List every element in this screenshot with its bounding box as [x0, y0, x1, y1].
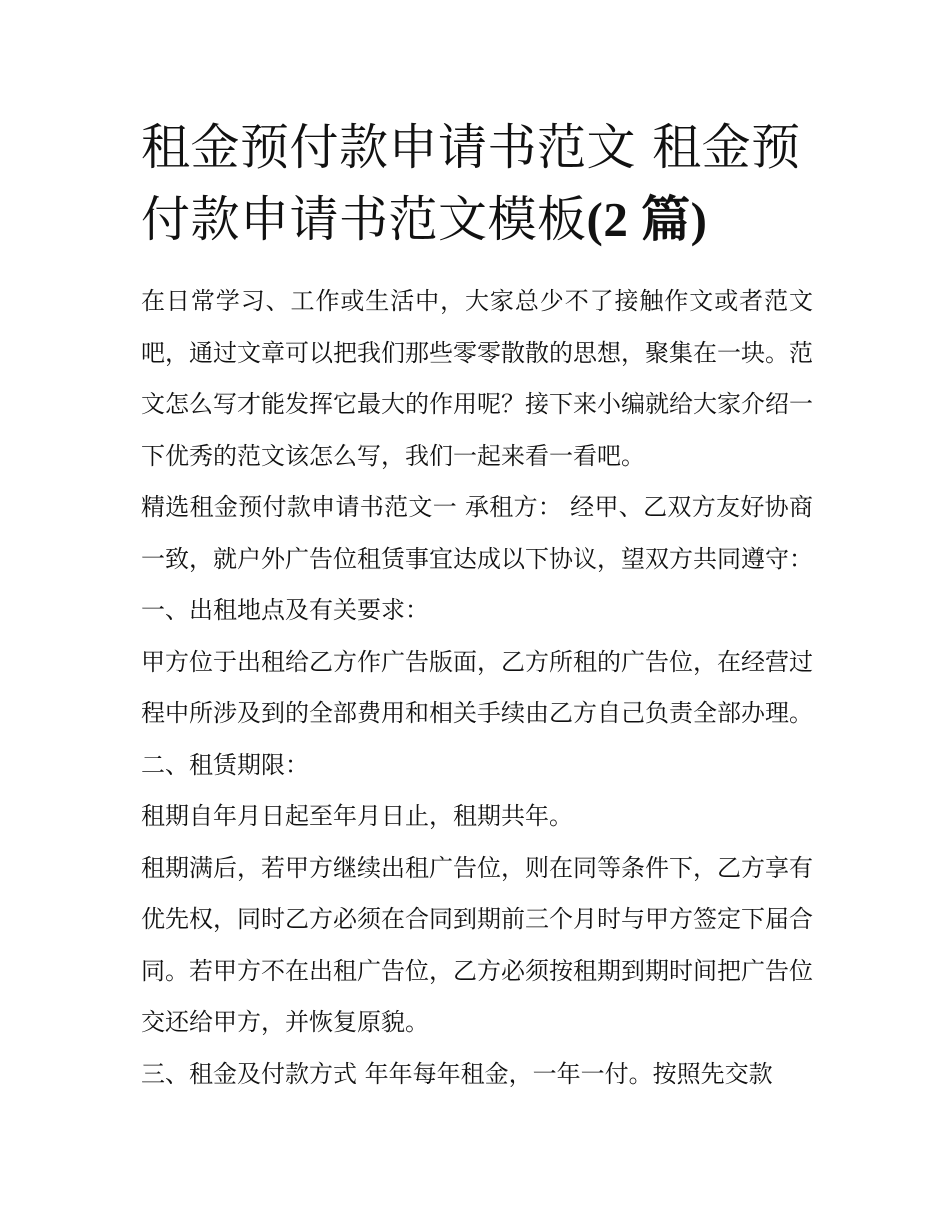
document-body	[141, 276, 821, 1100]
paragraph-agreement-opening: 精选租金预付款申请书范文一 承租方： 经甲、乙双方友好协商一致，就户外广告位租赁事宜达成以下协议，望双方共同遵守： 一、出租地点及有关要求：	[141, 493, 821, 624]
document-title-count: (2 篇)	[586, 192, 708, 247]
document-page	[141, 112, 821, 1100]
paragraph-intro: 在日常学习、工作或生活中，大家总少不了接触作文或者范文吧，通过文章可以把我们那些零零散散的思想，聚集在一块。范文怎么写才能发挥它最大的作用呢？接下来小编就给大家介绍一下优秀的范文该怎么写，我们一起来看一看吧。	[141, 287, 813, 470]
paragraph-rent-payment: 三、租金及付款方式 年年每年租金，一年一付。按照先交款	[141, 1059, 773, 1088]
document-title	[141, 112, 813, 256]
document-title-text: 租金预付款申请书范文 租金预付款申请书范文模板	[141, 119, 801, 248]
paragraph-lease-period: 租期自年月日起至年月日止，租期共年。	[141, 802, 573, 830]
paragraph-renewal: 租期满后，若甲方继续出租广告位，则在同等条件下，乙方享有优先权，同时乙方必须在合同到期前三个月时与甲方签定下届合同。若甲方不在出租广告位，乙方必须按租期到期时间把广告位交还给甲方，并恢复原貌。	[141, 853, 813, 1036]
paragraph-location-terms: 甲方位于出租给乙方作广告版面，乙方所租的广告位，在经营过程中所涉及到的全部费用和相关手续由乙方自己负责全部办理。 二、租赁期限：	[141, 647, 821, 779]
